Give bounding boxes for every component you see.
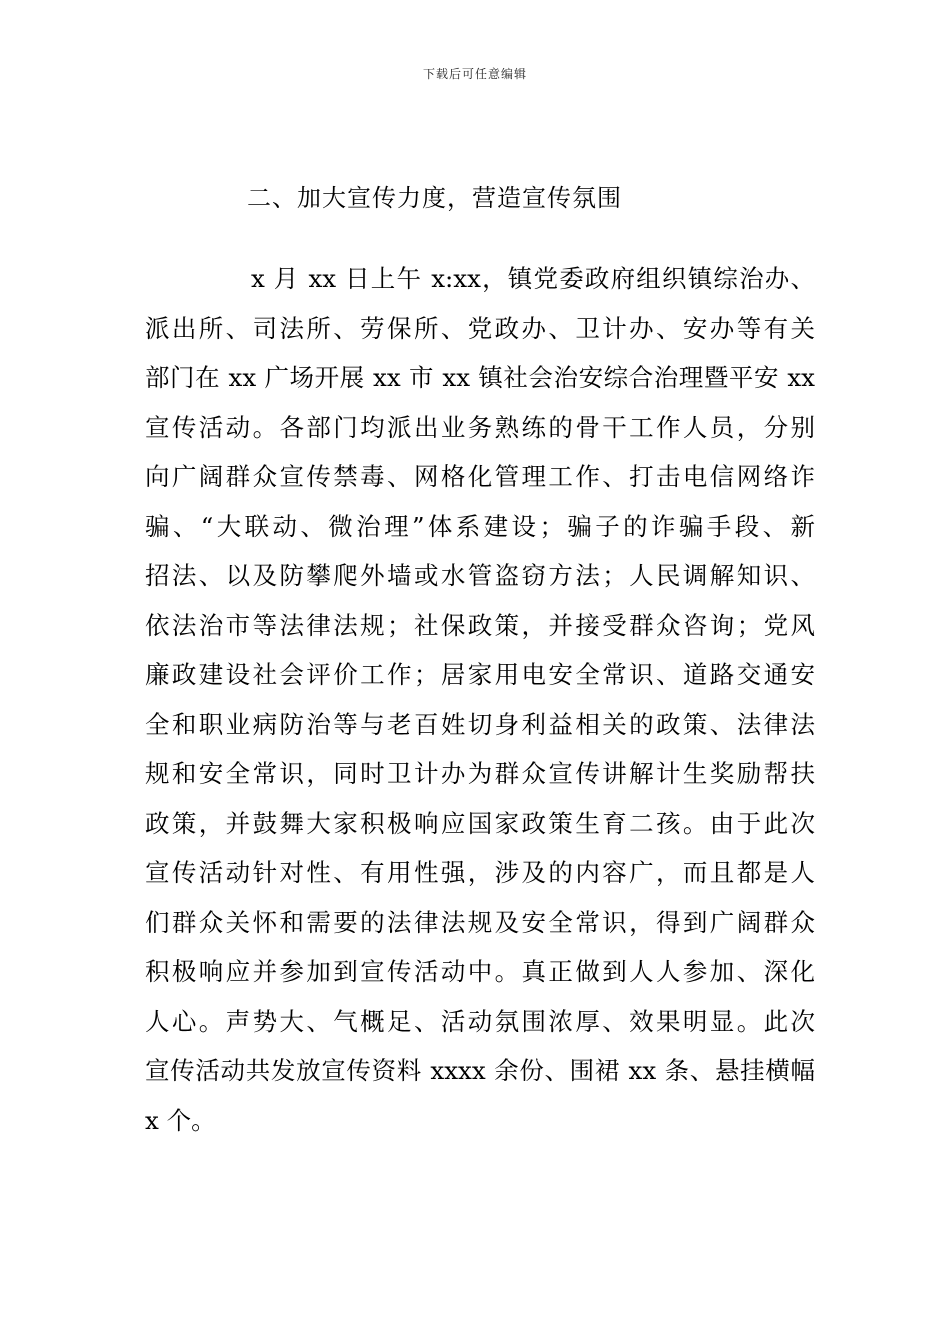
paragraph-line: 政策，并鼓舞大家积极响应国家政策生育二孩。由于此次 — [145, 808, 815, 838]
paragraph-line: 宣传活动共发放宣传资料 xxxx 余份、围裙 xx 条、悬挂横幅 — [145, 1056, 815, 1085]
paragraph-line: x 月 xx 日上午 x:xx，镇党委政府组织镇综治办、 — [251, 264, 815, 293]
paragraph-line: 全和职业病防治等与老百姓切身利益相关的政策、法律法 — [145, 709, 815, 739]
paragraph-line: 派出所、司法所、劳保所、党政办、卫计办、安办等有关 — [145, 313, 815, 343]
section-heading: 二、加大宣传力度，营造宣传氛围 — [247, 184, 622, 212]
paragraph-line: 积极响应并参加到宣传活动中。真正做到人人参加、深化 — [145, 957, 815, 986]
paragraph-line: 招法、以及防攀爬外墙或水管盗窃方法；人民调解知识、 — [145, 561, 815, 590]
paragraph-line: 们群众关怀和需要的法律法规及安全常识，得到广阔群众 — [145, 907, 815, 937]
paragraph-line: 人心。声势大、气概足、活动氛围浓厚、效果明显。此次 — [145, 1006, 815, 1036]
paragraph-line: 廉政建设社会评价工作；居家用电安全常识、道路交通安 — [145, 660, 815, 689]
paragraph-line: 规和安全常识，同时卫计办为群众宣传讲解计生奖励帮扶 — [145, 759, 815, 788]
paragraph-line: 向广阔群众宣传禁毒、网格化管理工作、打击电信网络诈 — [145, 462, 815, 491]
paragraph-line: 依法治市等法律法规；社保政策，并接受群众咨询；党风 — [145, 610, 815, 640]
paragraph-line: 宣传活动。各部门均派出业务熟练的骨干工作人员，分别 — [145, 412, 815, 442]
paragraph-line: x 个。 — [145, 1105, 216, 1135]
paragraph-line: 骗、“大联动、微治理”体系建设；骗子的诈骗手段、新 — [145, 511, 815, 541]
page-header-note: 下载后可任意编辑 — [422, 67, 527, 81]
paragraph-line: 部门在 xx 广场开展 xx 市 xx 镇社会治安综合治理暨平安 xx — [145, 363, 815, 392]
paragraph-line: 宣传活动针对性、有用性强，涉及的内容广，而且都是人 — [145, 858, 815, 887]
body-paragraph — [145, 254, 815, 1145]
